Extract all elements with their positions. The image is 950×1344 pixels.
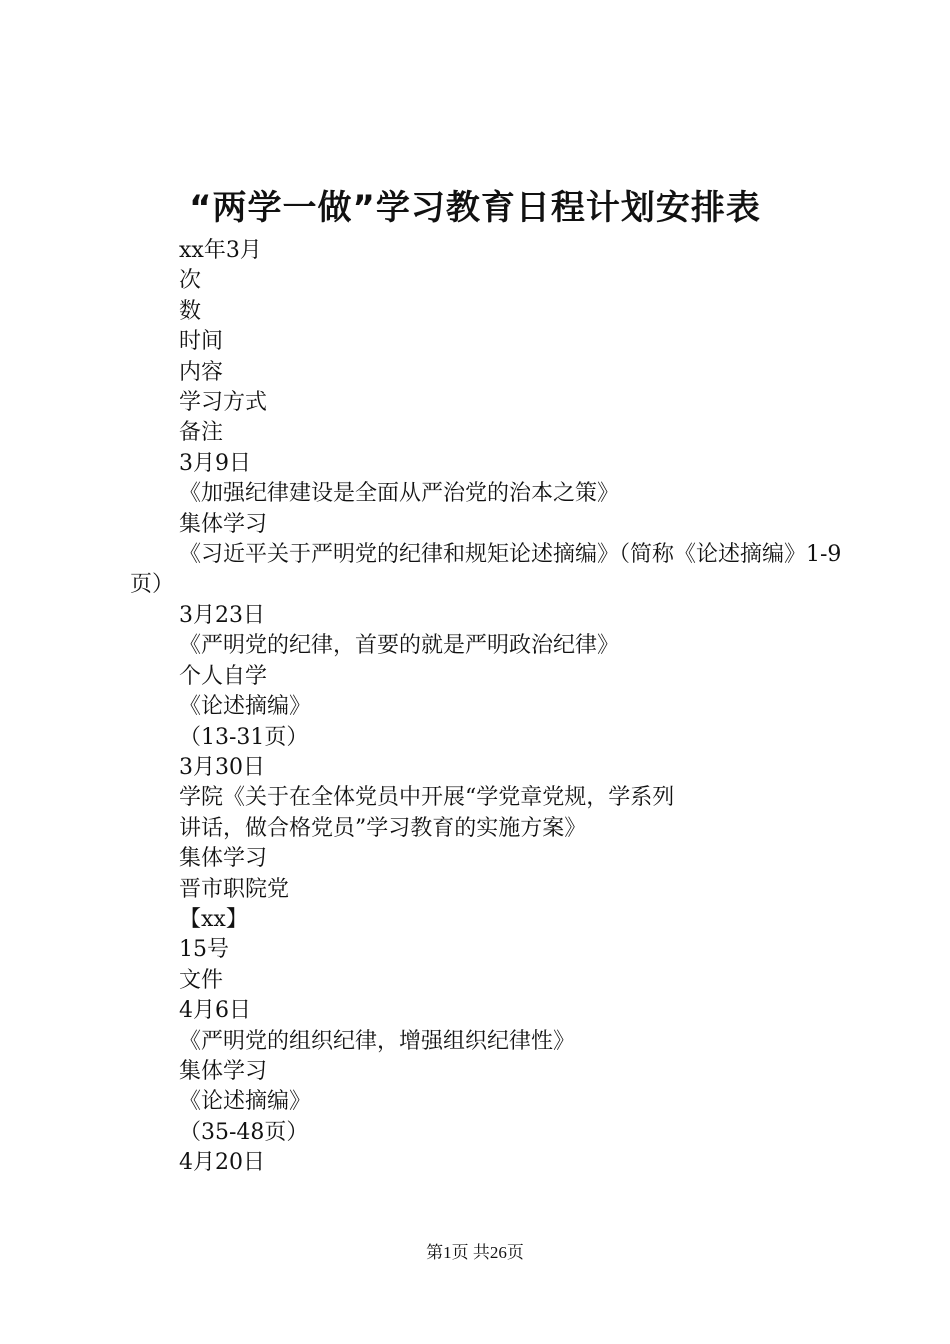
document-body	[130, 236, 850, 1179]
text-line: 数	[179, 298, 202, 324]
text-line: 《论述摘编》	[179, 694, 312, 720]
text-line: 《习近平关于严明党的纪律和规矩论述摘编》（简称《论述摘编》1-9页）	[130, 542, 842, 598]
text-line: 集体学习	[179, 1058, 268, 1084]
text-line: 【xx】	[179, 906, 248, 932]
text-line: xx年3月	[179, 238, 262, 263]
text-line: 4月20日	[179, 1150, 265, 1176]
text-line: 个人自学	[179, 663, 268, 689]
text-line: 晋市职院党	[179, 876, 290, 902]
text-line: （13-31页）	[179, 724, 309, 750]
text-line: 《论述摘编》	[179, 1089, 312, 1115]
document-title: “两学一做”学习教育日程计划安排表	[189, 188, 761, 228]
text-line: 学院《关于在全体党员中开展“学党章党规，学系列	[179, 785, 675, 811]
text-line: 《严明党的组织纪律，增强组织纪律性》	[179, 1028, 576, 1054]
text-line: 内容	[179, 359, 224, 385]
text-line: 集体学习	[179, 846, 268, 872]
text-line: 次	[179, 268, 202, 294]
text-line: 备注	[179, 420, 224, 446]
text-line: 文件	[179, 967, 224, 993]
text-line: 时间	[179, 329, 224, 355]
text-line: 3月30日	[179, 754, 265, 780]
text-line: 学习方式	[179, 390, 268, 416]
text-line: 15号	[179, 937, 229, 963]
text-line: 《严明党的纪律，首要的就是严明政治纪律》	[179, 633, 620, 659]
text-line: 4月6日	[179, 998, 251, 1024]
text-line: 3月9日	[179, 450, 251, 476]
text-line: 3月23日	[179, 602, 265, 628]
text-line: 集体学习	[179, 511, 268, 537]
text-line: （35-48页）	[179, 1119, 309, 1145]
page-footer: 第1页 共26页	[426, 1243, 524, 1262]
text-line: 讲话，做合格党员”学习教育的实施方案》	[179, 815, 587, 841]
text-line: 《加强纪律建设是全面从严治党的治本之策》	[179, 481, 620, 507]
